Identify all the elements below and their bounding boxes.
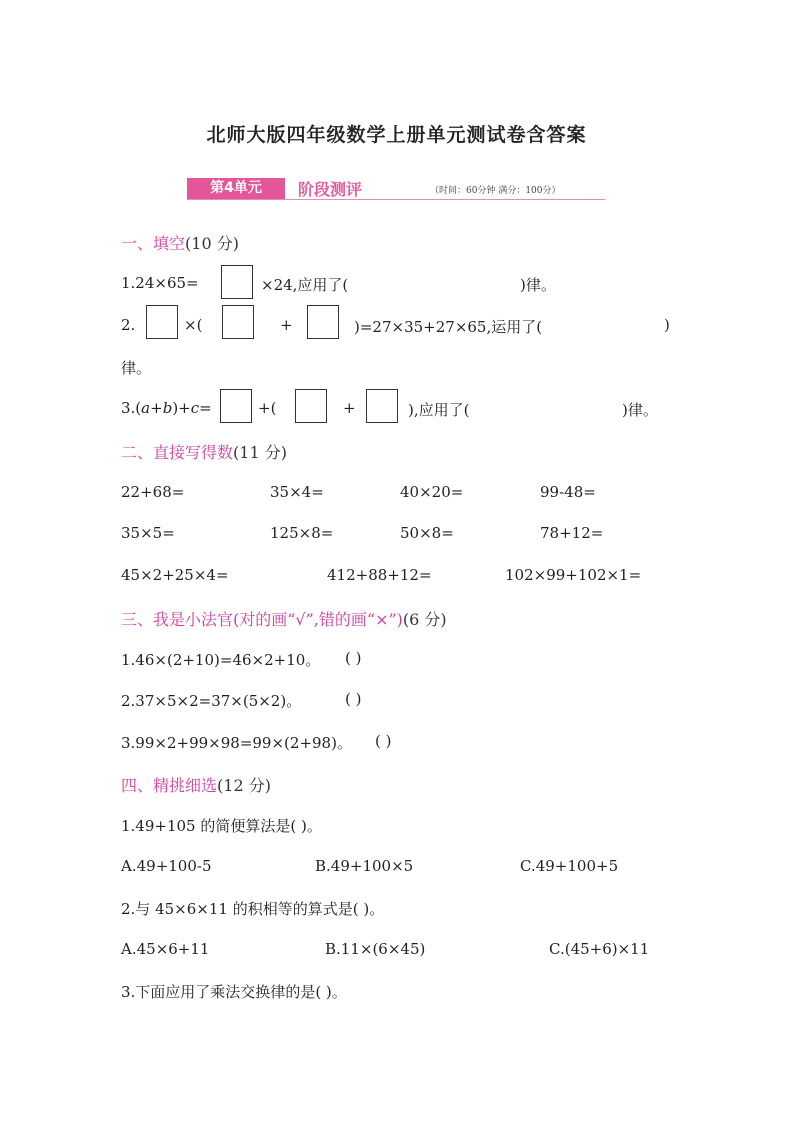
judge-question: 2.37×5×2=37×(5×2)。 — [121, 692, 302, 710]
calc-item: 78+12= — [540, 524, 604, 542]
judge-question: 1.46×(2+10)=46×2+10。 — [121, 651, 321, 669]
calc-item: 102×99+102×1= — [505, 566, 642, 584]
section-title: 二、直接写得数 — [121, 443, 234, 462]
q1-2-end: 律。 — [121, 359, 152, 377]
q1-2-times: ×( — [184, 316, 203, 334]
calc-item: 35×4= — [270, 483, 324, 501]
answer-box[interactable] — [366, 389, 398, 423]
unit-badge: 第4单元 — [187, 178, 285, 199]
section-judge-heading — [121, 607, 447, 630]
text: 3.( — [121, 399, 142, 417]
q1-3-open: +( — [258, 399, 277, 417]
calc-item: 125×8= — [270, 524, 334, 542]
section-points: (12 分) — [217, 776, 271, 795]
section-choice-heading — [121, 773, 271, 796]
var-c: c — [190, 399, 200, 417]
choice-option-b[interactable]: B.11×(6×45) — [325, 940, 426, 958]
answer-box[interactable] — [307, 305, 339, 339]
q1-2-close: ) — [664, 316, 670, 334]
calc-item: 40×20= — [400, 483, 464, 501]
section-points: (10 分) — [185, 234, 239, 253]
answer-box[interactable] — [221, 265, 253, 299]
calc-item: 50×8= — [400, 524, 454, 542]
answer-box[interactable] — [146, 305, 178, 339]
answer-box[interactable] — [222, 305, 254, 339]
q1-2-plus: + — [280, 316, 293, 334]
choice-option-c[interactable]: C.(45+6)×11 — [549, 940, 650, 958]
text: = — [199, 399, 212, 417]
choice-question: 3.下面应用了乘法交换律的是( )。 — [121, 983, 347, 1001]
choice-question: 2.与 45×6×11 的积相等的算式是( )。 — [121, 900, 385, 918]
calc-item: 35×5= — [121, 524, 175, 542]
q1-3-plus: + — [343, 399, 356, 417]
section-title: 三、我是小法官(对的画“√”,错的画“×”) — [121, 610, 403, 629]
var-b: b — [162, 399, 173, 417]
choice-option-c[interactable]: C.49+100+5 — [520, 857, 619, 875]
choice-option-a[interactable]: A.49+100-5 — [121, 857, 212, 875]
calc-item: 99-48= — [540, 483, 596, 501]
unit-divider — [187, 199, 605, 200]
choice-question: 1.49+105 的简便算法是( )。 — [121, 817, 322, 835]
text: + — [150, 399, 163, 417]
choice-option-b[interactable]: B.49+100×5 — [315, 857, 414, 875]
unit-subtitle: 阶段测评 — [298, 180, 363, 199]
section-title: 四、精挑细选 — [121, 776, 218, 795]
judge-answer-blank[interactable]: ( ) — [375, 732, 392, 750]
section-title: 一、填空 — [121, 234, 186, 253]
text: )+ — [172, 399, 191, 417]
q1-1-end: )律。 — [520, 276, 556, 294]
judge-answer-blank[interactable]: ( ) — [345, 649, 362, 667]
q1-2-start: 2. — [121, 316, 136, 334]
section-points: (6 分) — [402, 610, 447, 629]
judge-question: 3.99×2+99×98=99×(2+98)。 — [121, 734, 352, 752]
var-a: a — [141, 399, 151, 417]
q1-1-mid: ×24,应用了( — [261, 276, 349, 294]
answer-box[interactable] — [295, 389, 327, 423]
choice-option-a[interactable]: A.45×6+11 — [121, 940, 210, 958]
q1-3-mid: ),应用了( — [408, 401, 470, 419]
section-fill-blank-heading — [121, 231, 239, 254]
q1-3-start — [121, 399, 212, 417]
page-title: 北师大版四年级数学上册单元测试卷含答案 — [206, 124, 587, 146]
judge-answer-blank[interactable]: ( ) — [345, 690, 362, 708]
unit-meta: （时间：60分钟 满分：100分） — [430, 186, 561, 196]
q1-3-end: )律。 — [622, 401, 658, 419]
calc-item: 22+68= — [121, 483, 185, 501]
section-direct-answer-heading — [121, 440, 287, 463]
calc-item: 412+88+12= — [327, 566, 432, 584]
q1-1-start: 1.24×65= — [121, 274, 199, 292]
answer-box[interactable] — [220, 389, 252, 423]
calc-item: 45×2+25×4= — [121, 566, 229, 584]
section-points: (11 分) — [233, 443, 287, 462]
q1-2-mid: )=27×35+27×65,运用了( — [354, 318, 543, 336]
